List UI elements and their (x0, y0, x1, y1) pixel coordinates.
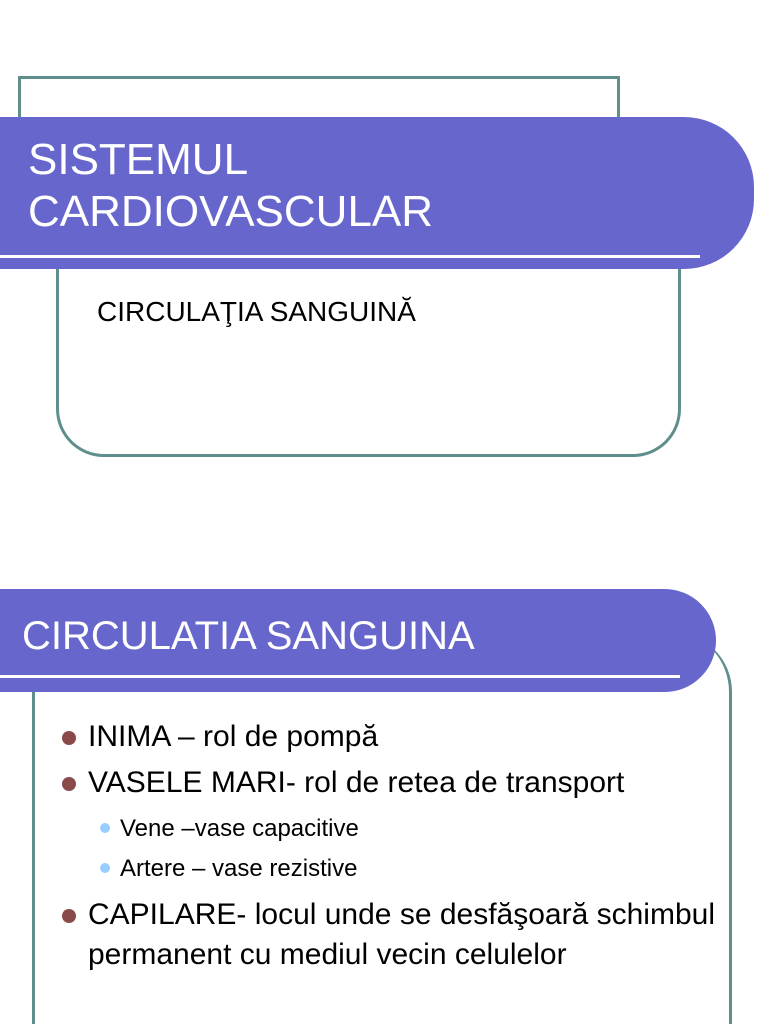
slide-1-title-rule (0, 255, 700, 258)
sub-bullet-item (60, 849, 720, 889)
slide-2-title: CIRCULATIA SANGUINA (22, 614, 475, 658)
slide-1-frame-subtitle (56, 240, 681, 457)
slide-1-title-line-2: CARDIOVASCULAR (28, 187, 434, 236)
slide-1-title-line-1: SISTEMUL (28, 135, 249, 184)
bullet-text: INIMA – rol de pompă (88, 720, 379, 753)
bullet-item (60, 895, 720, 975)
slide-1-title (28, 134, 433, 238)
sub-bullet-list (60, 809, 720, 889)
bullet-item (60, 717, 720, 757)
sub-bullet-text: Artere – vase rezistive (120, 855, 358, 882)
slide-2-bullet-list (60, 717, 720, 981)
slide-2-title-rule (0, 675, 680, 678)
slide-1-subtitle: CIRCULAŢIA SANGUINĂ (97, 296, 416, 327)
sub-bullet-item (60, 809, 720, 849)
bullet-item (60, 763, 720, 803)
sub-bullet-text: Vene –vase capacitive (120, 815, 359, 842)
bullet-text: CAPILARE- locul unde se desfăşoară schimbul permanent cu mediul vecin celulelor (88, 898, 715, 971)
bullet-text: VASELE MARI- rol de retea de transport (88, 766, 625, 799)
slide-2 (0, 512, 768, 1024)
